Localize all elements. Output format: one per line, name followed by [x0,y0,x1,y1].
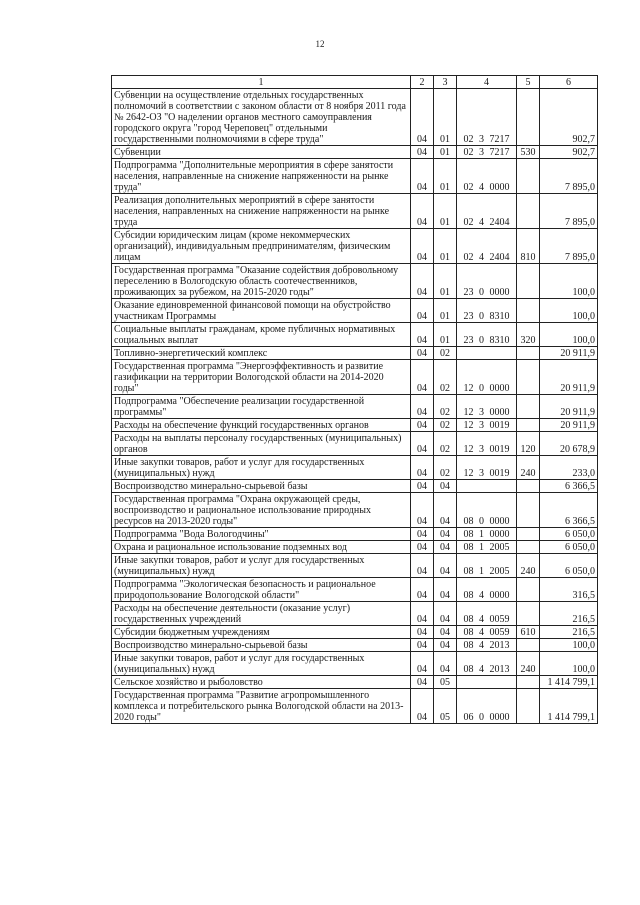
target-article-code: 02 4 2404 [457,229,517,264]
table-row [112,652,598,676]
item-name: Государственная программа "Охрана окружающей среды, воспроизводство и рациональное использование природных ресурсов на 2013-2020 годы" [112,493,411,528]
target-article-code: 23 0 0000 [457,264,517,299]
subsection-code: 02 [434,456,457,480]
subsection-code: 02 [434,432,457,456]
amount: 6 050,0 [540,541,598,554]
item-name: Расходы на обеспечение деятельности (оказание услуг) государственных учреждений [112,602,411,626]
section-code: 04 [411,432,434,456]
table-row [112,395,598,419]
amount: 1 414 799,1 [540,676,598,689]
table-row [112,639,598,652]
table-row [112,360,598,395]
section-code: 04 [411,676,434,689]
section-code: 04 [411,639,434,652]
subsection-code: 04 [434,480,457,493]
item-name: Государственная программа "Развитие агропромышленного комплекса и потребительского рынка Вологодской области на 2013-2020 годы" [112,689,411,724]
target-article-code: 23 0 8310 [457,323,517,347]
subsection-code: 01 [434,299,457,323]
amount: 7 895,0 [540,194,598,229]
target-article-code: 12 3 0019 [457,432,517,456]
subsection-code: 04 [434,602,457,626]
table-row [112,159,598,194]
table-row [112,229,598,264]
expense-type-code [517,347,540,360]
expense-type-code [517,639,540,652]
item-name: Государственная программа "Оказание содействия добровольному переселению в Вологодскую область соотечественников, проживающих за рубежом, на 2015-2020 годы" [112,264,411,299]
expense-type-code: 810 [517,229,540,264]
amount: 233,0 [540,456,598,480]
target-article-code: 02 4 2404 [457,194,517,229]
item-name: Субсидии юридическим лицам (кроме некоммерческих организаций), индивидуальным предпринимателям, физическим лицам [112,229,411,264]
expense-type-code: 320 [517,323,540,347]
table-row [112,299,598,323]
expense-type-code: 240 [517,456,540,480]
section-code: 04 [411,480,434,493]
table-row [112,578,598,602]
expense-type-code: 120 [517,432,540,456]
expense-type-code [517,360,540,395]
item-name: Оказание единовременной финансовой помощи на обустройство участникам Программы [112,299,411,323]
subsection-code: 01 [434,194,457,229]
amount: 20 911,9 [540,360,598,395]
subsection-code: 01 [434,264,457,299]
section-code: 04 [411,689,434,724]
target-article-code: 08 4 0059 [457,602,517,626]
header-cell: 4 [457,76,517,89]
expense-type-code [517,159,540,194]
table-row [112,689,598,724]
item-name: Подпрограмма "Обеспечение реализации государственной программы" [112,395,411,419]
table-row [112,347,598,360]
amount: 100,0 [540,652,598,676]
section-code: 04 [411,419,434,432]
amount: 6 366,5 [540,493,598,528]
item-name: Социальные выплаты гражданам, кроме публичных нормативных социальных выплат [112,323,411,347]
section-code: 04 [411,626,434,639]
subsection-code: 01 [434,146,457,159]
subsection-code: 04 [434,493,457,528]
subsection-code: 01 [434,159,457,194]
amount: 100,0 [540,323,598,347]
item-name: Подпрограмма "Дополнительные мероприятия в сфере занятости населения, направленные на снижение напряженности на рынке труда" [112,159,411,194]
target-article-code: 08 4 0059 [457,626,517,639]
item-name: Воспроизводство минерально-сырьевой базы [112,639,411,652]
budget-table [111,75,598,724]
amount: 902,7 [540,89,598,146]
item-name: Охрана и рациональное использование подземных вод [112,541,411,554]
section-code: 04 [411,456,434,480]
table-row [112,456,598,480]
expense-type-code [517,689,540,724]
item-name: Иные закупки товаров, работ и услуг для государственных (муниципальных) нужд [112,554,411,578]
amount: 100,0 [540,639,598,652]
target-article-code [457,347,517,360]
header-cell: 3 [434,76,457,89]
expense-type-code [517,395,540,419]
section-code: 04 [411,323,434,347]
target-article-code: 08 0 0000 [457,493,517,528]
amount: 6 050,0 [540,554,598,578]
table-row [112,432,598,456]
subsection-code: 04 [434,626,457,639]
table-row [112,323,598,347]
target-article-code: 02 3 7217 [457,146,517,159]
section-code: 04 [411,347,434,360]
subsection-code: 01 [434,89,457,146]
amount: 100,0 [540,264,598,299]
target-article-code: 12 0 0000 [457,360,517,395]
expense-type-code [517,528,540,541]
target-article-code: 02 3 7217 [457,89,517,146]
section-code: 04 [411,554,434,578]
table-row [112,194,598,229]
item-name: Расходы на выплаты персоналу государственных (муниципальных) органов [112,432,411,456]
expense-type-code [517,676,540,689]
section-code: 04 [411,299,434,323]
expense-type-code: 610 [517,626,540,639]
amount: 20 911,9 [540,395,598,419]
amount: 6 050,0 [540,528,598,541]
subsection-code: 05 [434,676,457,689]
subsection-code: 04 [434,541,457,554]
item-name: Иные закупки товаров, работ и услуг для государственных (муниципальных) нужд [112,652,411,676]
subsection-code: 04 [434,652,457,676]
item-name: Сельское хозяйство и рыболовство [112,676,411,689]
item-name: Подпрограмма "Экологическая безопасность и рациональное природопользование Вологодской области" [112,578,411,602]
target-article-code: 23 0 8310 [457,299,517,323]
section-code: 04 [411,541,434,554]
target-article-code [457,480,517,493]
table-row [112,554,598,578]
subsection-code: 01 [434,229,457,264]
target-article-code: 08 1 2005 [457,541,517,554]
section-code: 04 [411,146,434,159]
subsection-code: 04 [434,578,457,602]
amount: 7 895,0 [540,229,598,264]
item-name: Реализация дополнительных мероприятий в сфере занятости населения, направленных на снижение напряженности на рынке труда [112,194,411,229]
item-name: Субсидии бюджетным учреждениям [112,626,411,639]
target-article-code: 08 4 2013 [457,639,517,652]
item-name: Подпрограмма "Вода Вологодчины" [112,528,411,541]
table-row [112,146,598,159]
section-code: 04 [411,578,434,602]
amount: 316,5 [540,578,598,602]
subsection-code: 02 [434,360,457,395]
expense-type-code [517,480,540,493]
target-article-code: 08 1 0000 [457,528,517,541]
section-code: 04 [411,194,434,229]
amount: 216,5 [540,626,598,639]
expense-type-code [517,578,540,602]
table-row [112,419,598,432]
target-article-code: 08 1 2005 [457,554,517,578]
subsection-code: 04 [434,639,457,652]
table-row [112,528,598,541]
table-row [112,676,598,689]
expense-type-code [517,89,540,146]
subsection-code: 02 [434,419,457,432]
expense-type-code [517,299,540,323]
expense-type-code [517,541,540,554]
item-name: Государственная программа "Энергоэффективность и развитие газификации на территории Вологодской области на 2014-2020 годы" [112,360,411,395]
item-name: Воспроизводство минерально-сырьевой базы [112,480,411,493]
section-code: 04 [411,229,434,264]
table-row [112,480,598,493]
header-cell: 5 [517,76,540,89]
amount: 1 414 799,1 [540,689,598,724]
table-row [112,264,598,299]
table-row [112,626,598,639]
header-cell: 2 [411,76,434,89]
section-code: 04 [411,652,434,676]
item-name: Расходы на обеспечение функций государственных органов [112,419,411,432]
target-article-code [457,676,517,689]
amount: 20 678,9 [540,432,598,456]
section-code: 04 [411,89,434,146]
item-name: Топливно-энергетический комплекс [112,347,411,360]
item-name: Субвенции [112,146,411,159]
section-code: 04 [411,528,434,541]
expense-type-code [517,194,540,229]
subsection-code: 02 [434,395,457,419]
table-row [112,602,598,626]
expense-type-code: 240 [517,554,540,578]
target-article-code: 12 3 0019 [457,456,517,480]
table-row [112,493,598,528]
expense-type-code [517,602,540,626]
table-row [112,541,598,554]
subsection-code: 05 [434,689,457,724]
expense-type-code [517,493,540,528]
target-article-code: 08 4 2013 [457,652,517,676]
item-name: Иные закупки товаров, работ и услуг для государственных (муниципальных) нужд [112,456,411,480]
item-name: Субвенции на осуществление отдельных государственных полномочий в соответствии с законом области от 8 ноября 2011 года № 2642-ОЗ "О наделении органов местного самоуправления городского округа "город Череповец" отдельными государственными полномочиями в сфере труда" [112,89,411,146]
subsection-code: 04 [434,554,457,578]
expense-type-code [517,419,540,432]
section-code: 04 [411,264,434,299]
target-article-code: 02 4 0000 [457,159,517,194]
section-code: 04 [411,395,434,419]
subsection-code: 04 [434,528,457,541]
section-code: 04 [411,493,434,528]
amount: 6 366,5 [540,480,598,493]
page-number: 12 [315,39,325,49]
target-article-code: 12 3 0019 [457,419,517,432]
subsection-code: 02 [434,347,457,360]
target-article-code: 08 4 0000 [457,578,517,602]
expense-type-code: 240 [517,652,540,676]
section-code: 04 [411,602,434,626]
expense-type-code [517,264,540,299]
section-code: 04 [411,159,434,194]
amount: 20 911,9 [540,347,598,360]
table-row [112,89,598,146]
amount: 7 895,0 [540,159,598,194]
target-article-code: 06 0 0000 [457,689,517,724]
expense-type-code: 530 [517,146,540,159]
subsection-code: 01 [434,323,457,347]
amount: 100,0 [540,299,598,323]
target-article-code: 12 3 0000 [457,395,517,419]
header-cell: 6 [540,76,598,89]
amount: 902,7 [540,146,598,159]
amount: 20 911,9 [540,419,598,432]
section-code: 04 [411,360,434,395]
amount: 216,5 [540,602,598,626]
header-cell: 1 [112,76,411,89]
table-header-row [112,76,598,89]
